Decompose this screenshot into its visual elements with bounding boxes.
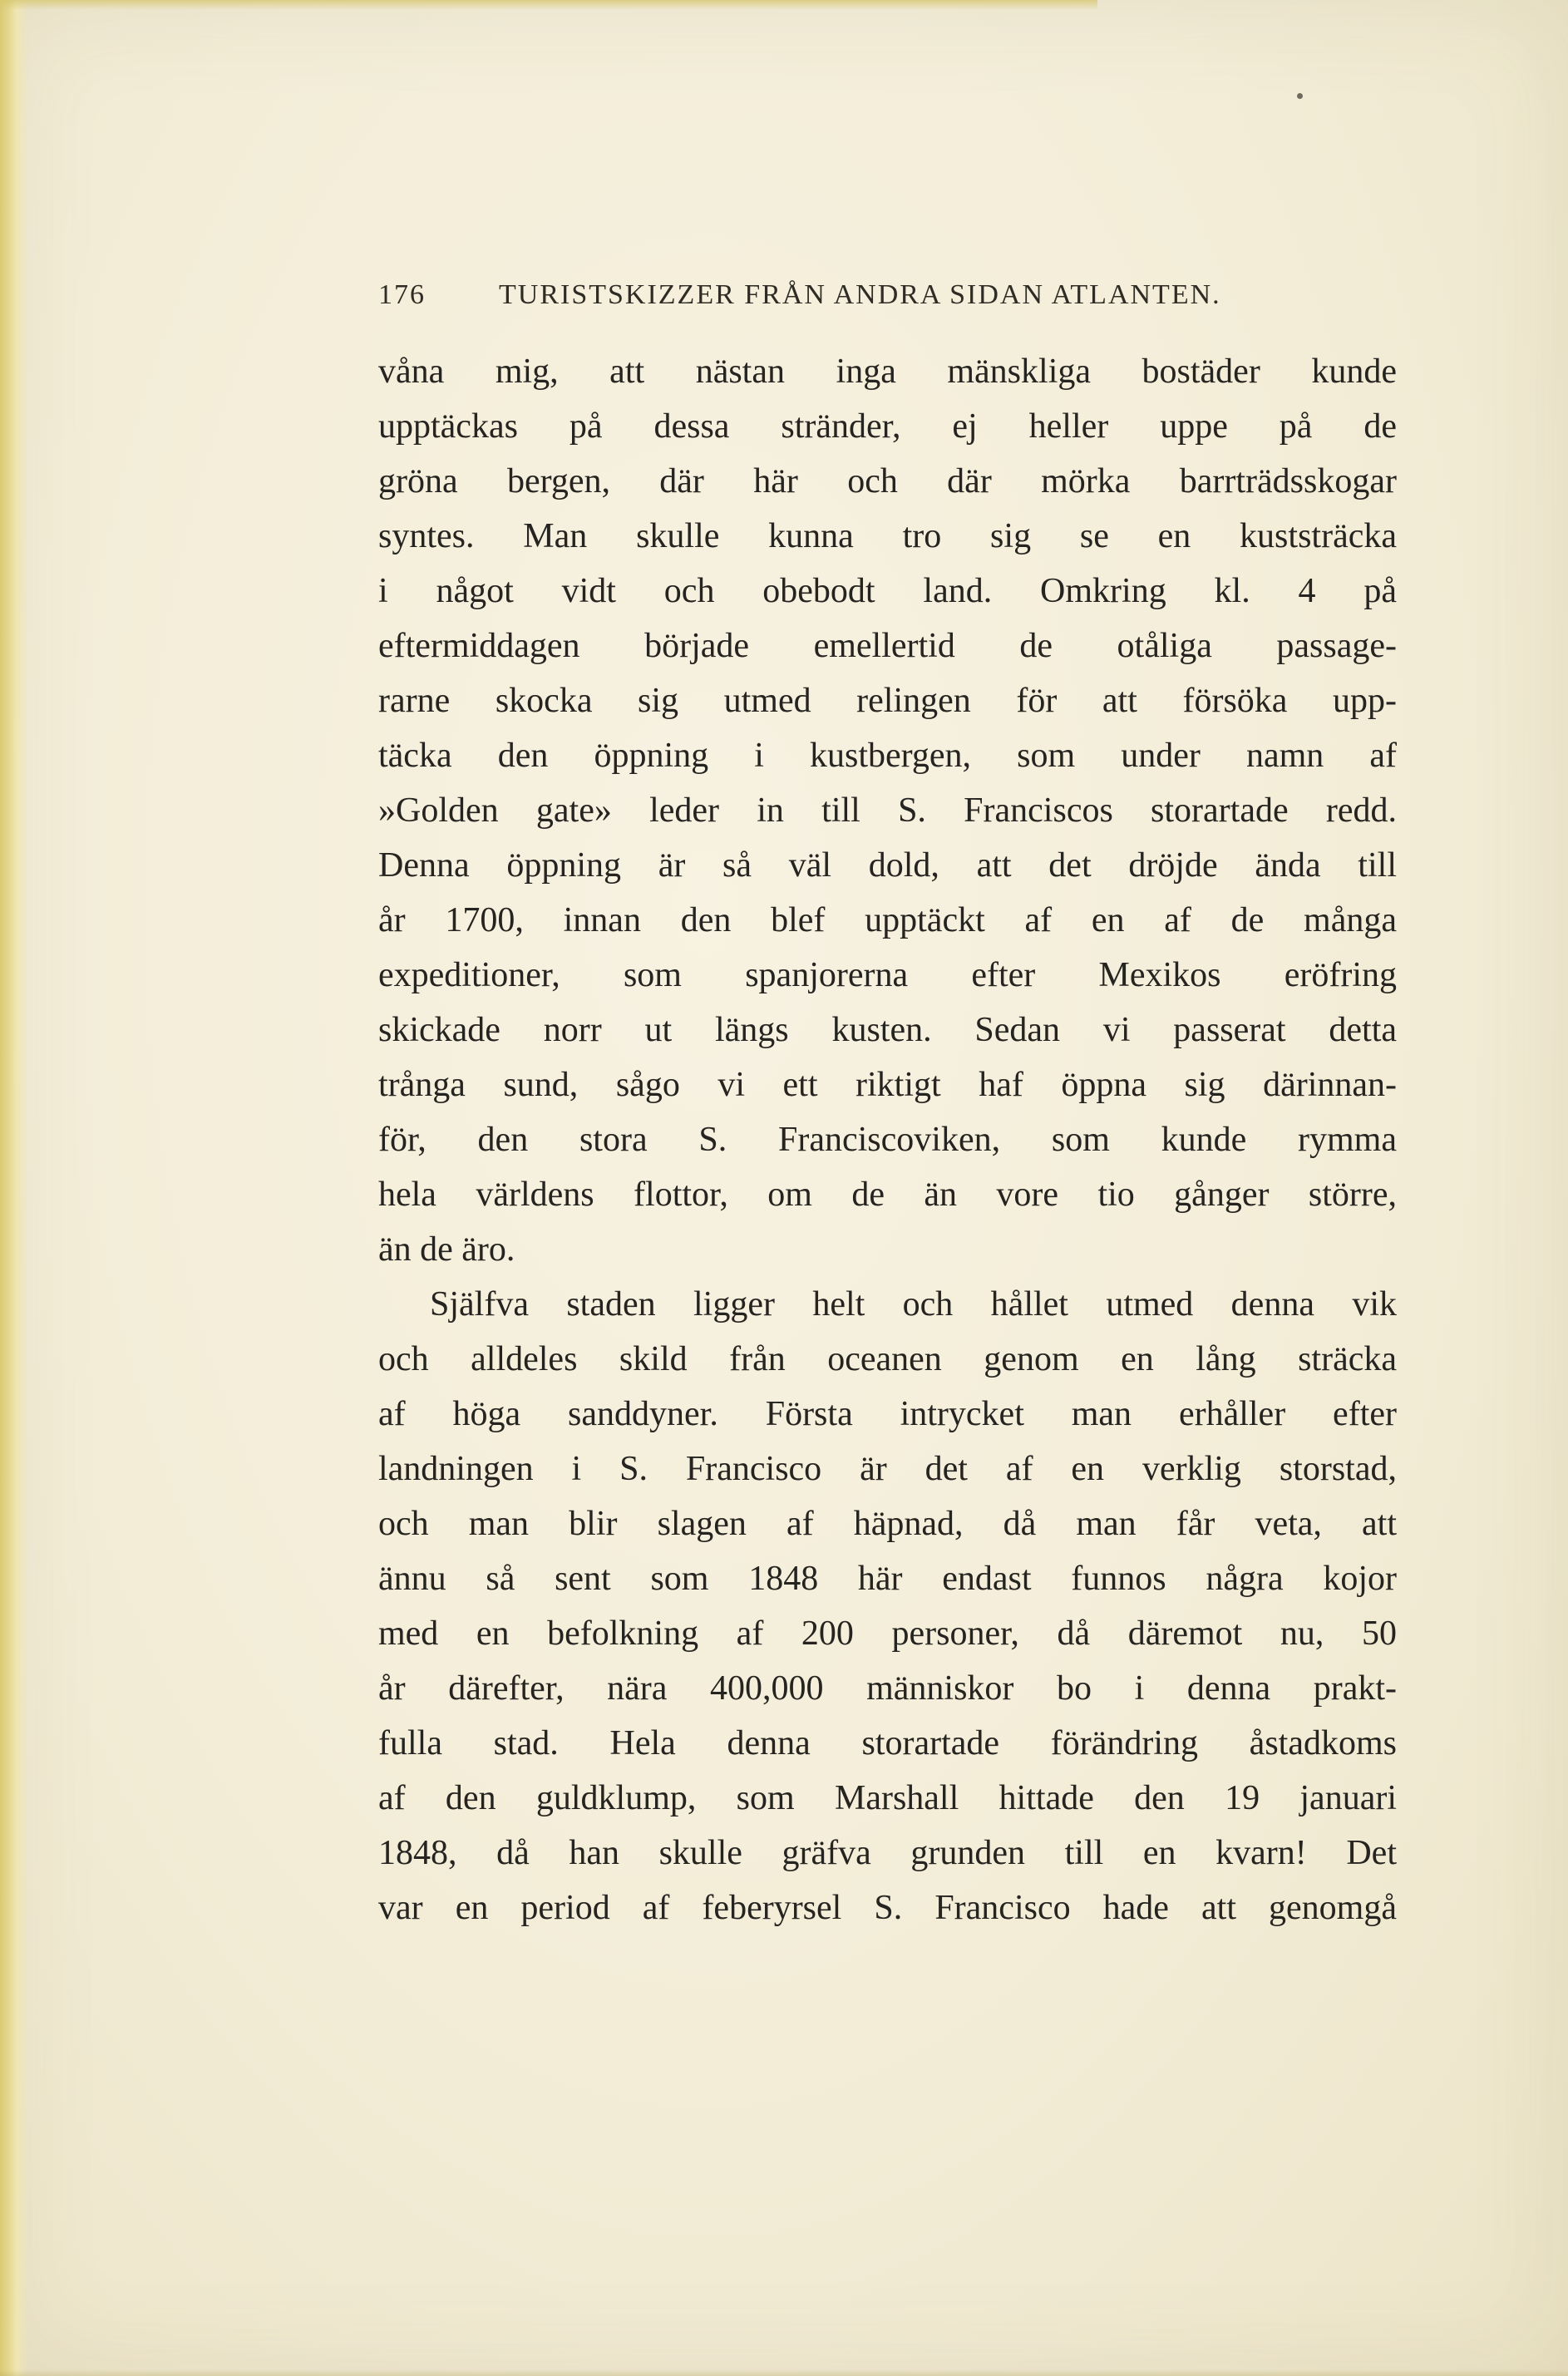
text-line: landningen i S. Francisco är det af en verklig storstad,	[378, 1450, 1397, 1488]
text-line: i något vidt och obebodt land. Omkring kl. 4 på	[378, 572, 1397, 610]
text-line-paragraph-start: Själfva staden ligger helt och hållet utmed denna vik	[430, 1285, 1397, 1324]
text-line: eftermiddagen började emellertid de otåliga passage-	[378, 627, 1397, 665]
text-line: hela världens flottor, om de än vore tio gånger större,	[378, 1176, 1397, 1214]
text-line: rarne skocka sig utmed relingen för att försöka upp-	[378, 682, 1397, 720]
text-line: af höga sanddyner. Första intrycket man erhåller efter	[378, 1395, 1397, 1433]
text-line: våna mig, att nästan inga mänskliga bostäder kunde	[378, 352, 1397, 391]
page-edge-top	[0, 0, 1097, 10]
text-line: fulla stad. Hela denna storartade förändring åstadkoms	[378, 1724, 1397, 1762]
chapter-title: TURISTSKIZZER FRÅN ANDRA SIDAN ATLANTEN.	[499, 279, 1221, 310]
text-line: upptäckas på dessa stränder, ej heller uppe på de	[378, 407, 1397, 446]
body-text	[378, 344, 1397, 1935]
text-line: 1848, då han skulle gräfva grunden till en kvarn! Det	[378, 1834, 1397, 1872]
text-line-paragraph-end: än de äro.	[378, 1230, 515, 1269]
text-line: för, den stora S. Franciscoviken, som kunde rymma	[378, 1121, 1397, 1159]
text-line: år därefter, nära 400,000 människor bo i denna prakt-	[378, 1669, 1397, 1708]
text-line: var en period af feberyrsel S. Francisco hade att genomgå	[378, 1889, 1397, 1927]
text-line: trånga sund, sågo vi ett riktigt haf öppna sig därinnan-	[378, 1066, 1397, 1104]
text-line: syntes. Man skulle kunna tro sig se en kuststräcka	[378, 517, 1397, 555]
text-line: och man blir slagen af häpnad, då man får veta, att	[378, 1505, 1397, 1543]
text-line: och alldeles skild från oceanen genom en lång sträcka	[378, 1340, 1397, 1378]
text-line: med en befolkning af 200 personer, då däremot nu, 50	[378, 1614, 1397, 1653]
text-line: år 1700, innan den blef upptäckt af en af de många	[378, 901, 1397, 939]
text-line: skickade norr ut längs kusten. Sedan vi passerat detta	[378, 1011, 1397, 1049]
text-line: ännu så sent som 1848 här endast funnos några kojor	[378, 1560, 1397, 1598]
text-line: expeditioner, som spanjorerna efter Mexikos eröfring	[378, 956, 1397, 994]
text-line: Denna öppning är så väl dold, att det dröjde ända till	[378, 846, 1397, 885]
ink-speck	[1297, 93, 1303, 99]
page-number: 176	[378, 279, 426, 310]
text-line: af den guldklump, som Marshall hittade den 19 januari	[378, 1779, 1397, 1817]
running-header	[378, 279, 1397, 311]
page-edge-left	[0, 0, 28, 2376]
page-edge-bottom	[0, 2369, 1568, 2376]
text-line: »Golden gate» leder in till S. Franciscos storartade redd.	[378, 791, 1397, 830]
text-line: täcka den öppning i kustbergen, som under namn af	[378, 737, 1397, 775]
text-line: gröna bergen, där här och där mörka barrträdsskogar	[378, 462, 1397, 500]
